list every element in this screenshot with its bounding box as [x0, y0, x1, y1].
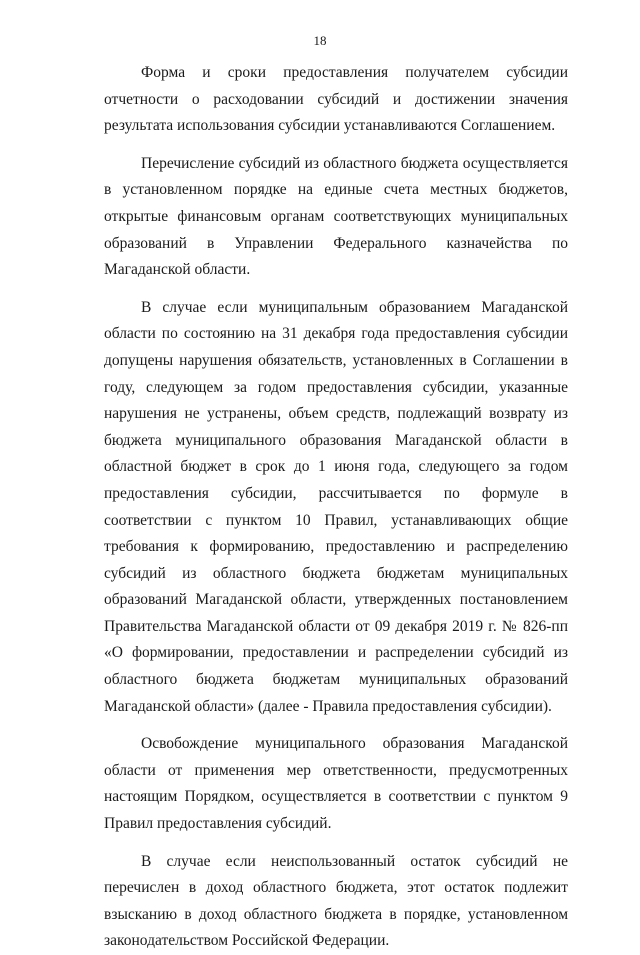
paragraph-violations-refund: В случае если муниципальным образованием Магаданской области по состоянию на 31 декабря года предоставления субсидии допущены нарушения обязательств, установленных в Соглашении в году, следующем за годом предоставления субсидии, указанные нарушения не устранены, объем средств, подлежащий возврату из бюджета муниципального образования Магаданской области в областной бюджет в срок до 1 июня года, следующего за годом предоставления субсидии, рассчитывается по формуле в соответствии с пунктом 10 Правил, устанавливающих общие требования к формированию, предоставлению и распределению субсидий из областного бюджета бюджетам муниципальных образований Магаданской области, утвержденных постановлением Правительства Магаданской области от 09 декабря 2019 г. № 826-пп «О формировании, предоставлении и распределении субсидий из областного бюджета бюджетам муниципальных образований Магаданской области» (далее - Правила предоставления субсидии).: [104, 298, 568, 715]
paragraph-transfer-of-subsidies: Перечисление субсидий из областного бюджета осуществляется в установленном порядке на единые счета местных бюджетов, открытые финансовым органам соответствующих муниципальных образований в Управлении Федерального казначейства по Магаданской области.: [104, 154, 568, 279]
page-number: 18: [313, 33, 327, 48]
paragraph-exemption: Освобождение муниципального образования Магаданской области от применения мер ответственности, предусмотренных настоящим Порядком, осуществляется в соответствии с пунктом 9 Правил предоставления субсидий.: [104, 735, 568, 833]
paragraph-reporting-terms: Форма и сроки предоставления получателем субсидии отчетности о расходовании субсидий и достижении значения результата использования субсидии устанавливаются Соглашением.: [104, 64, 568, 135]
paragraph-unused-balance: В случае если неиспользованный остаток субсидий не перечислен в доход областного бюджета, этот остаток подлежит взысканию в доход областного бюджета в порядке, установленном законодательством Российской Федерации.: [104, 852, 568, 950]
document-body: [104, 60, 568, 955]
